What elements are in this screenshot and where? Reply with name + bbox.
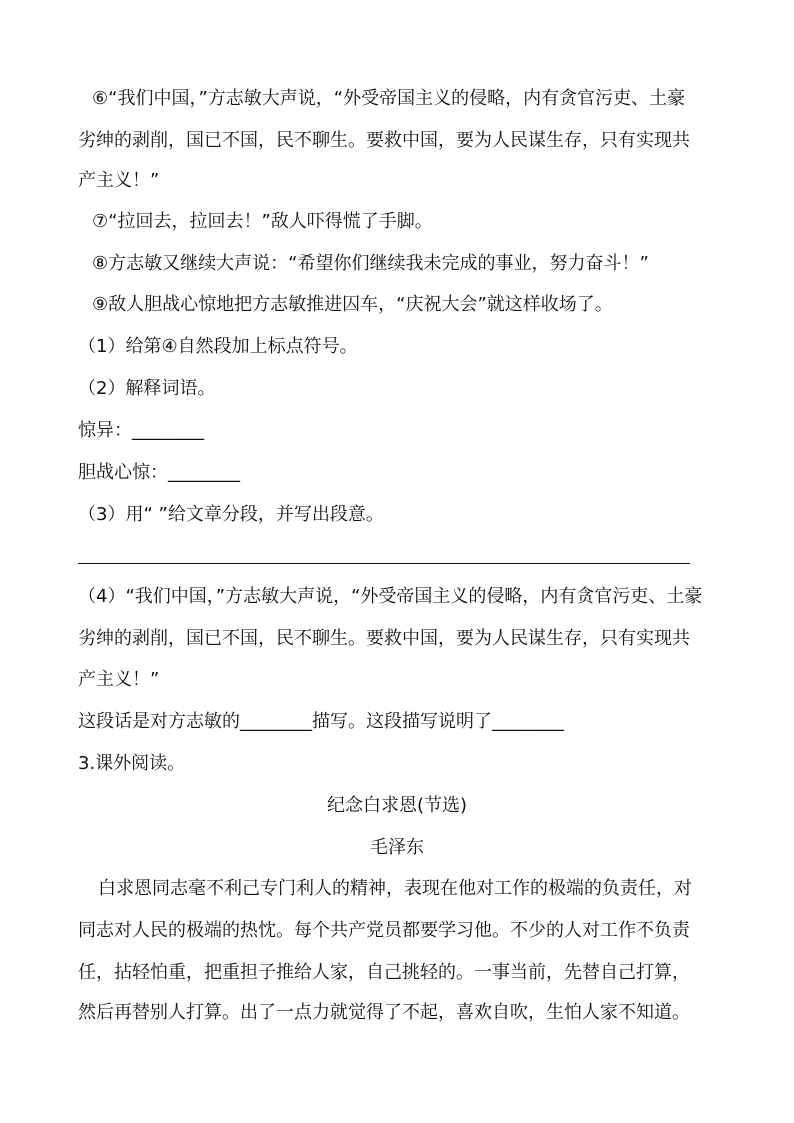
answer-line <box>78 563 690 564</box>
reading-line-3: 任，拈轻怕重，把重担子推给人家，自己挑轻的。一事当前，先替自己打算， <box>78 962 690 983</box>
question-4-line-1: （4）“我们中国，”方志敏大声说，“外受帝国主义的侵略，内有贪官污吏、土豪 <box>78 586 703 607</box>
question-4-line-3: 产主义！” <box>78 669 160 690</box>
reading-line-2: 同志对人民的极端的热忱。每个共产党员都要学习他。不少的人对工作不负责 <box>78 920 690 941</box>
word-jingyi: 惊异：________ <box>78 420 204 441</box>
question-4-prompt: 这段话是对方志敏的________描写。这段描写说明了________ <box>78 711 564 732</box>
paragraph-8: ⑧方志敏又继续大声说：“希望你们继续我未完成的事业，努力奋斗！” <box>92 253 649 274</box>
paragraph-6-line-3: 产主义！” <box>78 170 160 191</box>
question-2: （2）解释词语。 <box>78 378 216 399</box>
paragraph-6-line-2: 劣绅的剥削，国已不国，民不聊生。要救中国，要为人民谋生存，只有实现共 <box>78 130 690 151</box>
word-danzhanxinjing: 胆战心惊：________ <box>78 462 240 483</box>
article-author: 毛泽东 <box>370 837 424 858</box>
paragraph-7: ⑦“拉回去，拉回去！”敌人吓得慌了手脚。 <box>92 211 433 232</box>
question-1: （1）给第④自然段加上标点符号。 <box>78 336 358 357</box>
section-3-heading: 3.课外阅读。 <box>78 753 186 774</box>
paragraph-6-line-1: ⑥“我们中国，”方志敏大声说，“外受帝国主义的侵略，内有贪官污吏、土豪 <box>92 88 686 109</box>
question-4-line-2: 劣绅的剥削，国已不国，民不聊生。要救中国，要为人民谋生存，只有实现共 <box>78 628 690 649</box>
reading-line-1: 白求恩同志毫不利己专门利人的精神，表现在他对工作的极端的负责任，对 <box>98 878 692 899</box>
article-title: 纪念白求恩(节选) <box>326 795 468 816</box>
reading-line-4: 然后再替别人打算。出了一点力就觉得了不起，喜欢自吹，生怕人家不知道。 <box>78 1002 690 1023</box>
paragraph-9: ⑨敌人胆战心惊地把方志敏推进囚车，“庆祝大会”就这样收场了。 <box>92 294 613 315</box>
question-3: （3）用“ ”给文章分段，并写出段意。 <box>78 504 384 525</box>
